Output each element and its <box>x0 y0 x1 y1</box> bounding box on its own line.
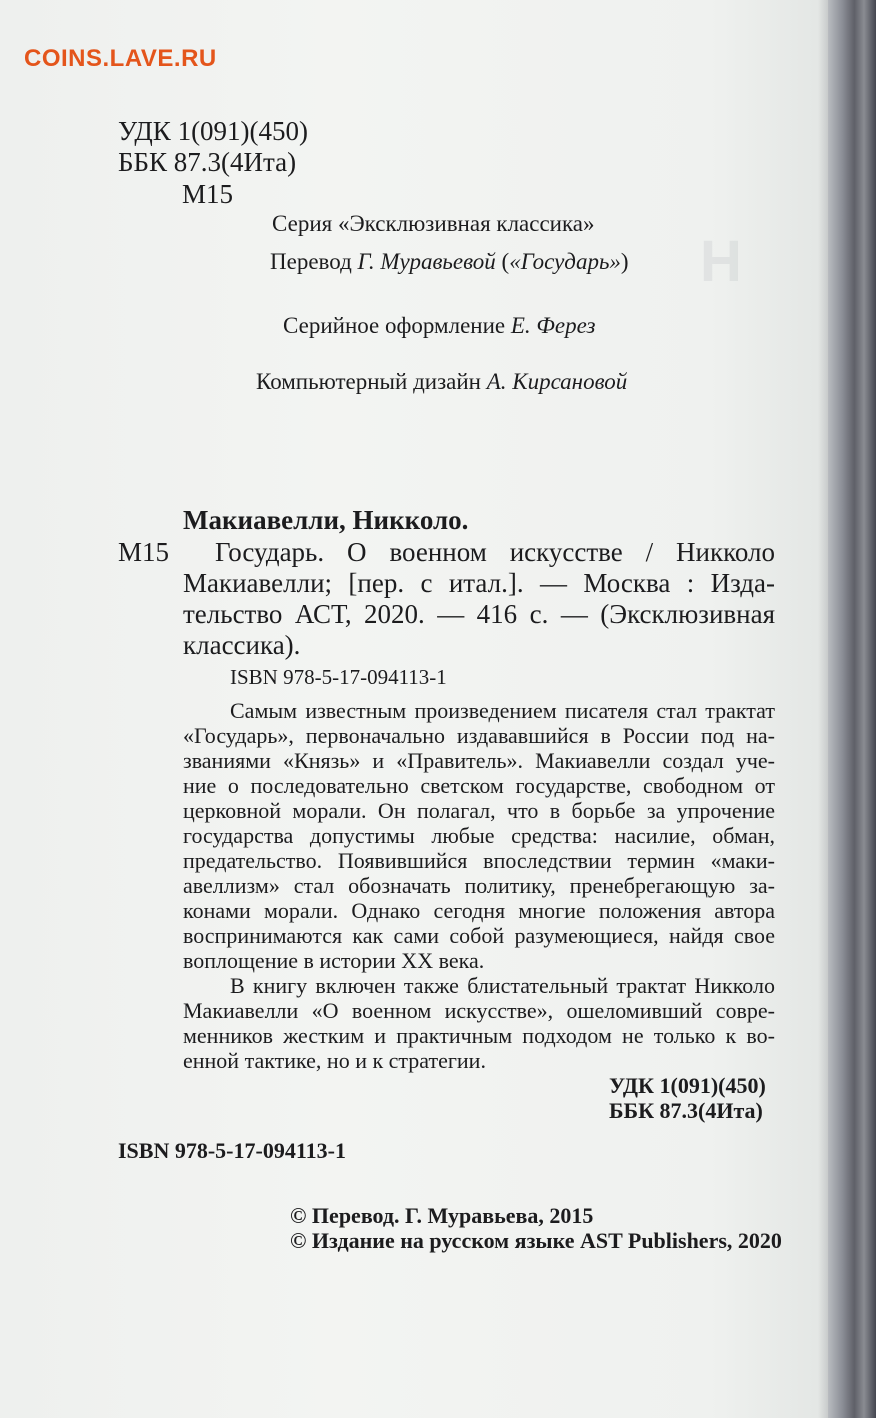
computer-design-label: Компьютерный дизайн <box>256 369 487 394</box>
annotation-line: предательство. Появившийся впоследствии термин «маки- <box>183 848 775 873</box>
catalog-author: Макиавелли, Никколо. <box>183 505 469 535</box>
header-udk: УДК 1(091)(450) <box>118 116 309 146</box>
annotation-line: менников жестким и практичным подходом не только к во- <box>183 1023 775 1048</box>
series-line: Серия «Эксклюзивная классика» <box>272 211 595 236</box>
catalog-code: М15 <box>118 537 170 567</box>
header-bbk: ББК 87.3(4Ита) <box>118 147 297 177</box>
catalog-desc-line: Государь. О военном искусстве / Никколо <box>215 537 775 567</box>
translated-work: «Государь» <box>509 249 621 274</box>
classification-udk: УДК 1(091)(450) <box>609 1073 766 1098</box>
catalog-desc-line: классика). <box>183 630 301 660</box>
translation-paren-open: ( <box>495 249 510 274</box>
watermark: COINS.LAVE.RU <box>24 45 217 72</box>
catalog-isbn: ISBN 978-5-17-094113-1 <box>230 665 447 689</box>
annotation-line: государства допустимы любые средства: насилие, обман, <box>183 823 775 848</box>
annotation-line: церковной морали. Он полагал, что в борьбе за упрочение <box>183 798 775 823</box>
show-through-shadow: Н <box>700 229 742 294</box>
annotation-line: воспринимаются как сами собой разумеющиеся, найдя свое <box>183 923 775 948</box>
annotation-line: «Государь», первоначально издававшийся в России под на- <box>183 723 775 748</box>
annotation-line: Макиавелли «О военном искусстве», ошеломивший совре- <box>183 998 775 1023</box>
translation-paren-close: ) <box>620 249 629 274</box>
catalog-desc-line: Макиавелли; [пер. с итал.]. — Москва : Изда- <box>183 568 775 598</box>
annotation-line: Самым известным произведением писателя стал трактат <box>230 698 775 723</box>
computer-design-line <box>256 369 627 395</box>
designer-name: Е. Ферез <box>510 313 596 338</box>
annotation-line: ние о последовательно светском государстве, свободном от <box>183 773 775 798</box>
translation-line <box>270 249 629 275</box>
annotation-line: званиями «Князь» и «Правитель». Макиавелли создал уче- <box>183 748 775 773</box>
next-page-edge <box>828 0 876 1418</box>
annotation-line: конами морали. Однако сегодня многие положения автора <box>183 898 775 923</box>
annotation-line: воплощение в истории XX века. <box>183 948 485 973</box>
design-label: Серийное оформление <box>283 313 511 338</box>
translator-name: Г. Муравьевой <box>357 249 496 274</box>
computer-designer-name: А. Кирсановой <box>486 369 628 394</box>
copyright-edition: © Издание на русском языке AST Publishers, 2020 <box>290 1228 782 1253</box>
isbn-bottom: ISBN 978-5-17-094113-1 <box>118 1138 346 1163</box>
annotation-line: авеллизм» стал обозначать политику, пренебрегающую за- <box>183 873 775 898</box>
design-line <box>283 313 596 339</box>
header-code: М15 <box>182 179 234 209</box>
catalog-desc-line: тельство АСТ, 2020. — 416 с. — (Эксклюзивная <box>183 599 775 629</box>
classification-bbk: ББК 87.3(4Ита) <box>609 1098 763 1123</box>
translation-label: Перевод <box>270 249 358 274</box>
annotation-line: енной тактике, но и к стратегии. <box>183 1048 486 1073</box>
copyright-translation: © Перевод. Г. Муравьева, 2015 <box>290 1203 594 1228</box>
annotation-line: В книгу включен также блистательный трактат Никколо <box>230 973 775 998</box>
